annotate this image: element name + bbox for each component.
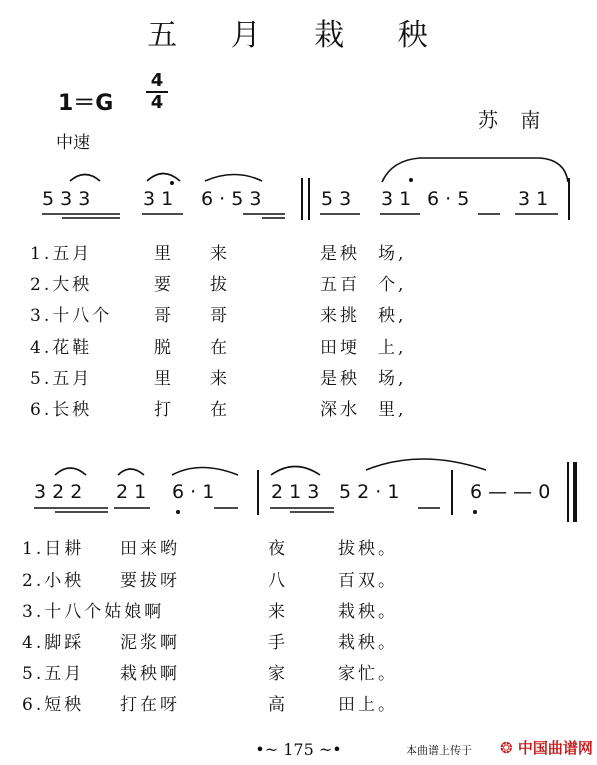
- lyric-4-3: 在: [210, 338, 230, 358]
- lyric-1-4: 是秧: [320, 244, 360, 264]
- line2-notes-group-1: 3 2 2: [34, 481, 83, 503]
- lyric2-5-4: 家忙。: [338, 664, 398, 684]
- lyric-1-3: 来: [210, 244, 230, 264]
- line1-notes-group-5: 3 1: [381, 188, 412, 210]
- site-name: 中国曲谱网: [517, 739, 593, 757]
- lyric-6-4: 深水: [320, 400, 360, 420]
- lyric-4-5: 上,: [378, 338, 407, 358]
- lyric-3-4: 来挑: [320, 306, 360, 326]
- lyric2-2-4: 百双。: [338, 571, 398, 591]
- lyric-5-1: 5.五月: [30, 369, 93, 389]
- lyric-3-5: 秧,: [378, 306, 407, 326]
- lyric-4-4: 田埂: [320, 338, 360, 358]
- line1-notes-group-6: 6 · 5: [427, 188, 470, 210]
- region-label: 苏 南: [478, 108, 549, 132]
- line1-notes-group-3: 6 · 5 3: [201, 188, 262, 210]
- lyric2-1-1: 1.日耕: [22, 539, 85, 559]
- song-title: 五 月 栽 秧: [147, 18, 450, 53]
- lyric-3-3: 哥: [210, 306, 230, 326]
- line2-notes-group-2: 2 1: [116, 481, 147, 503]
- lyric-6-5: 里,: [378, 400, 407, 420]
- lyric2-6-1: 6.短秧: [22, 695, 85, 715]
- lyric2-2-1: 2.小秧: [22, 571, 85, 591]
- line2-notes-group-3: 6 · 1: [172, 481, 215, 503]
- lyric-1-2: 里: [154, 244, 174, 264]
- lyric2-3-1: 3.十八个姑娘啊: [22, 602, 165, 622]
- lyric2-5-3: 家: [268, 664, 288, 684]
- lyric2-6-3: 高: [268, 695, 288, 715]
- lyric2-2-3: 八: [268, 571, 288, 591]
- site-logo[interactable]: [500, 737, 593, 758]
- lyric-6-1: 6.长秧: [30, 400, 93, 420]
- lyric-2-4: 五百: [320, 275, 360, 295]
- lyric-2-2: 要: [154, 275, 174, 295]
- lyric2-5-2: 栽秧啊: [120, 664, 180, 684]
- lyric-2-3: 拔: [210, 275, 230, 295]
- page-ornament-left: •~: [255, 740, 279, 759]
- tempo-marking: 中速: [56, 133, 90, 153]
- lyric-3-1: 3.十八个: [30, 306, 113, 326]
- meter-bottom: 4: [150, 92, 164, 113]
- lyric-5-3: 来: [210, 369, 230, 389]
- lyric2-6-2: 打在呀: [120, 695, 180, 715]
- lyric2-5-1: 5.五月: [22, 664, 85, 684]
- lyric2-6-4: 田上。: [338, 695, 398, 715]
- lyric-6-3: 在: [210, 400, 230, 420]
- lyric2-3-4: 栽秧。: [338, 602, 398, 622]
- page-ornament-right: ~•: [318, 740, 342, 759]
- lyric2-3-3: 来: [268, 602, 288, 622]
- lyric-4-2: 脱: [154, 338, 174, 358]
- line2-notes-group-5: 5 2 · 1: [339, 481, 400, 503]
- lyric2-1-2: 田来哟: [120, 539, 180, 559]
- lyric-5-5: 场,: [378, 369, 407, 389]
- lyric2-1-4: 拔秧。: [338, 539, 398, 559]
- lyric-3-2: 哥: [154, 306, 174, 326]
- lyric2-4-1: 4.脚踩: [22, 633, 85, 653]
- lyric2-2-2: 要拔呀: [120, 571, 180, 591]
- lyric-2-5: 个,: [378, 275, 407, 295]
- page-number-value: 175: [283, 740, 314, 759]
- lyric2-4-4: 栽秧。: [338, 633, 398, 653]
- lyric-2-1: 2.大秧: [30, 275, 93, 295]
- lyric2-1-3: 夜: [268, 539, 288, 559]
- lyric2-4-3: 手: [268, 633, 288, 653]
- lyric2-4-2: 泥浆啊: [120, 633, 180, 653]
- key-signature: 1＝G: [58, 91, 114, 116]
- lyric-1-1: 1.五月: [30, 244, 93, 264]
- lyric-5-4: 是秧: [320, 369, 360, 389]
- lyric-1-5: 场,: [378, 244, 407, 264]
- lyric-6-2: 打: [154, 400, 174, 420]
- lyric-4-1: 4.花鞋: [30, 338, 93, 358]
- line2-notes-group-6: 6 — — 0: [470, 481, 551, 503]
- line1-notes-group-2: 3 1: [143, 188, 174, 210]
- lyric-5-2: 里: [154, 369, 174, 389]
- line2-notes-group-4: 2 1 3: [271, 481, 320, 503]
- meter-top: 4: [150, 70, 164, 91]
- logo-icon: ❂: [500, 739, 513, 757]
- line1-notes-group-7: 3 1: [518, 188, 549, 210]
- line1-notes-group-1: 5 3 3: [42, 188, 91, 210]
- line1-notes-group-4: 5 3: [321, 188, 352, 210]
- upload-note: 本曲谱上传于: [406, 744, 472, 757]
